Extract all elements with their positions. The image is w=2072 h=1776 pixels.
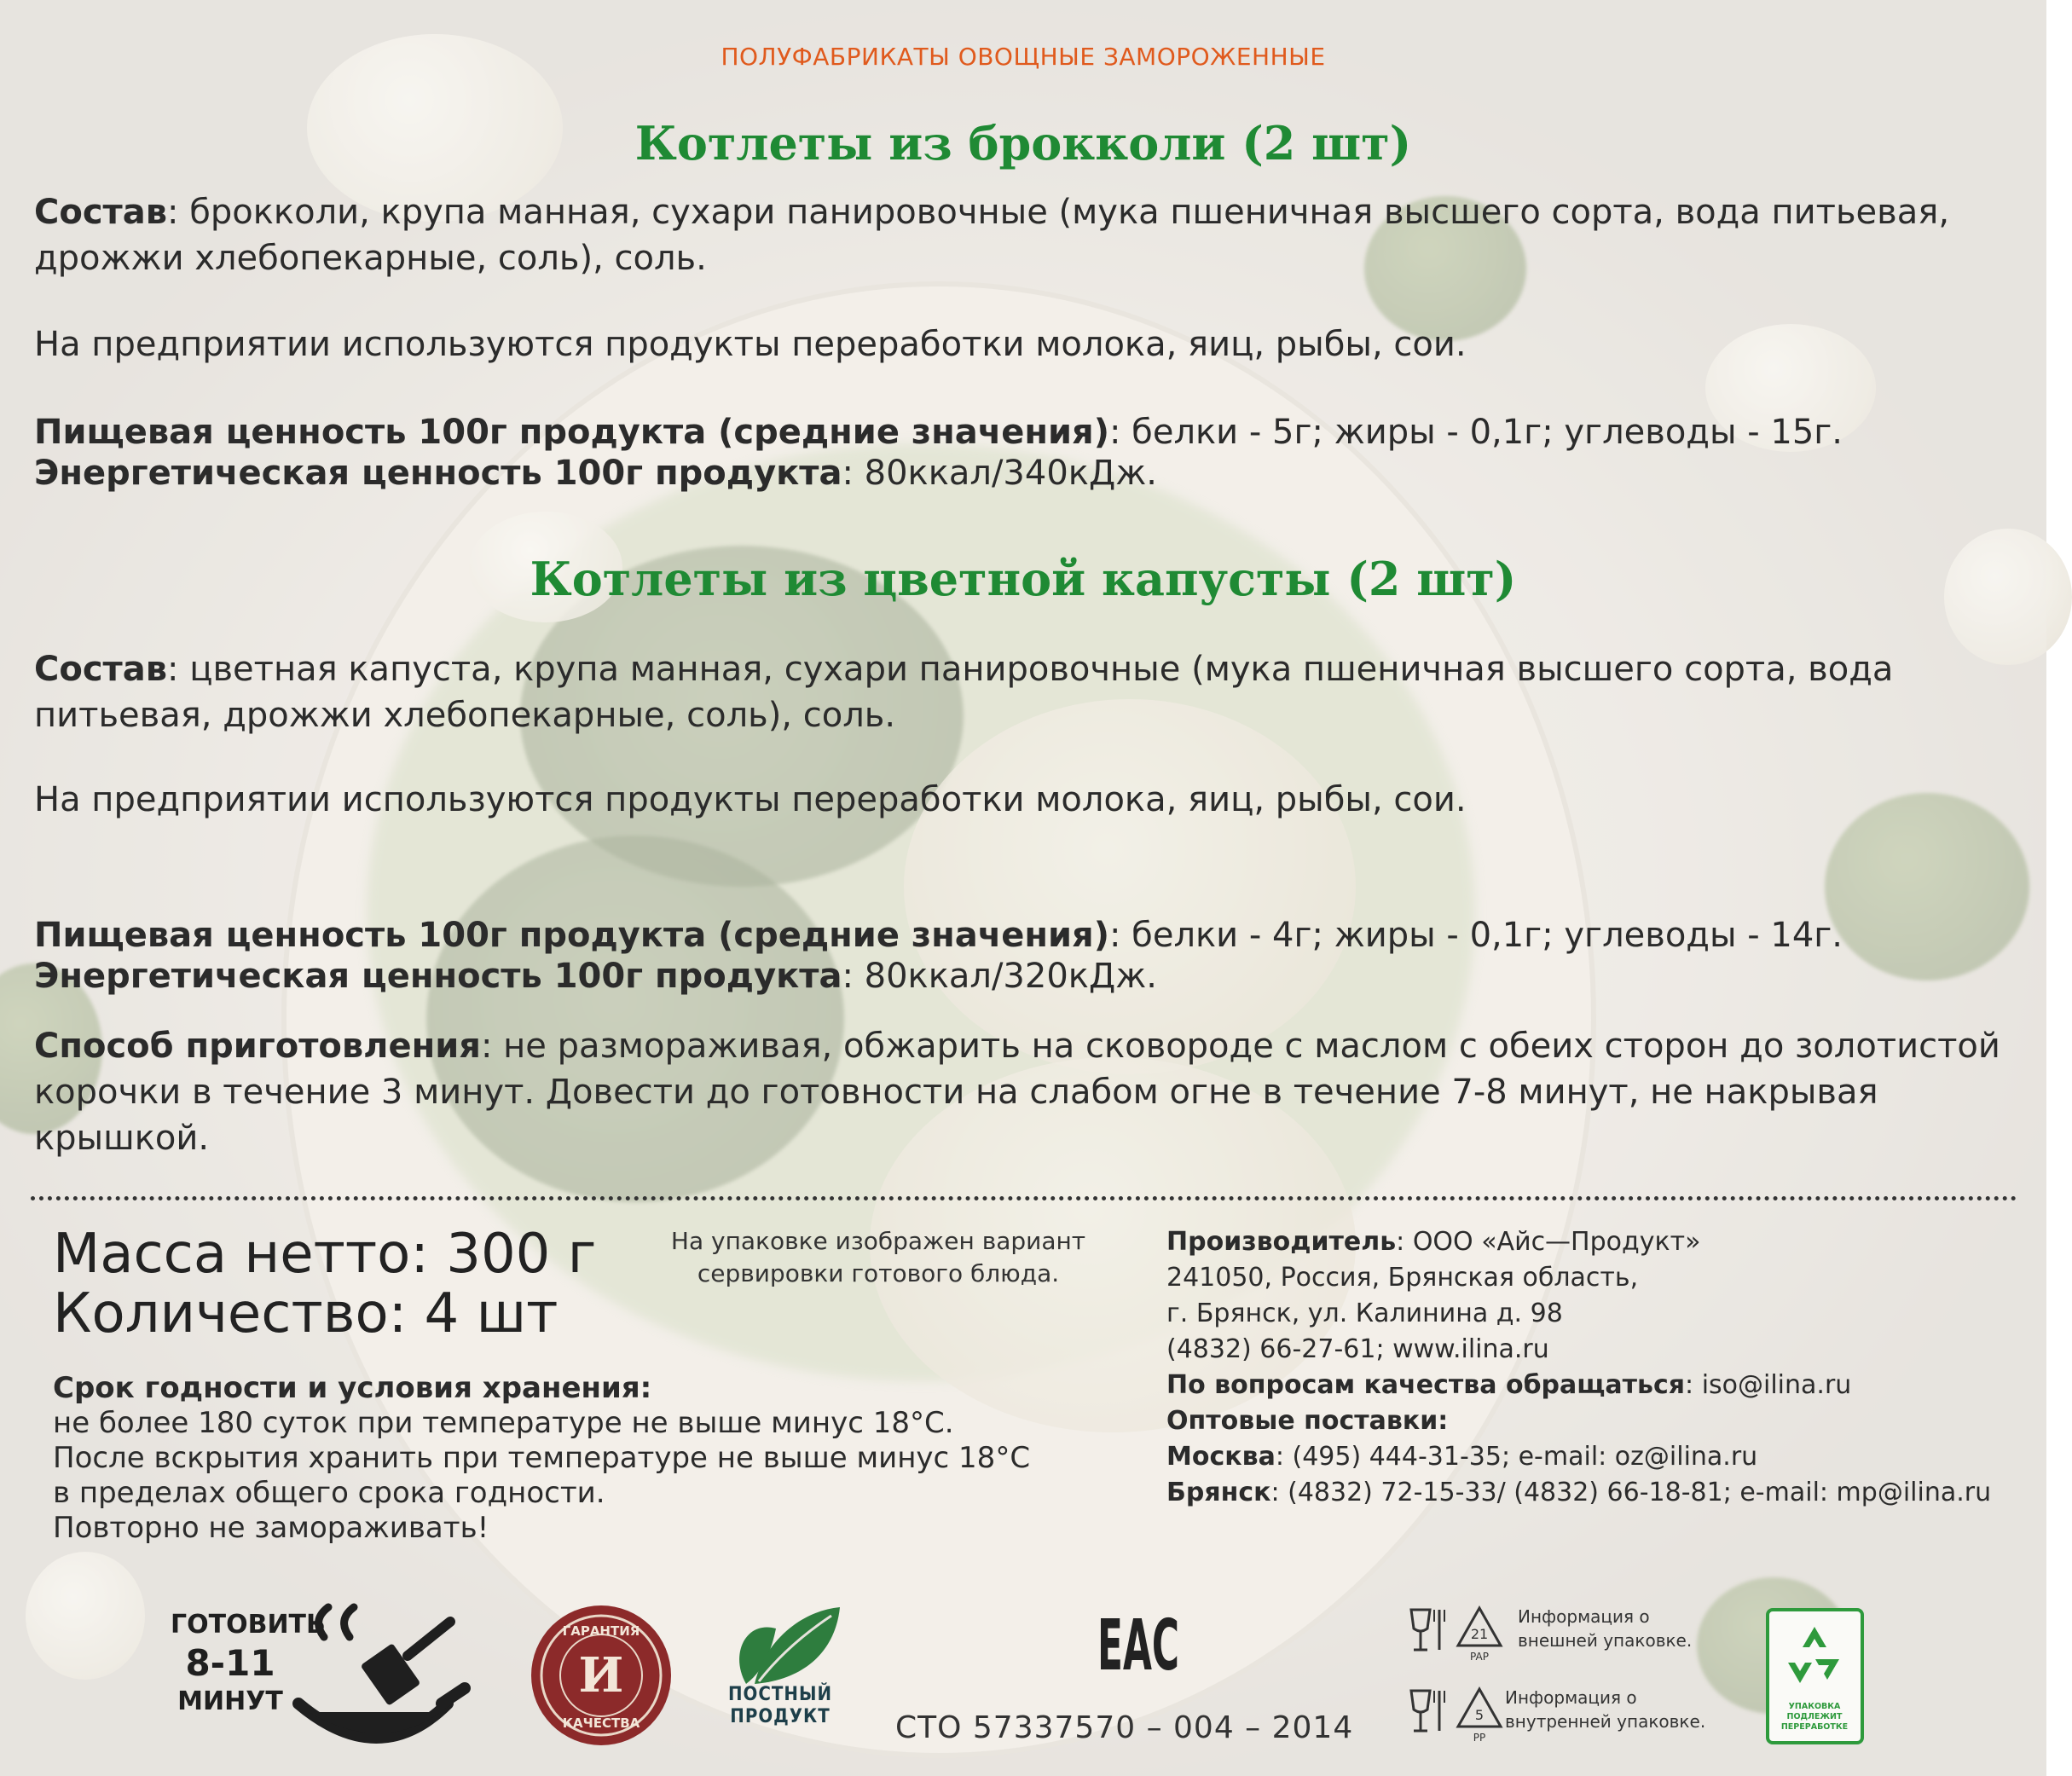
energy-label: Энергетическая ценность 100г продукта [34, 454, 842, 493]
pkg-inner-text: Информация о [1505, 1687, 1637, 1708]
composition-text: : брокколи, крупа манная, сухари панировочные (мука пшеничная высшего сорта, вода питьевая, дрожжи хлебопекарные, соль), соль. [34, 193, 1950, 278]
storage-title: Срок годности и условия хранения: [53, 1371, 652, 1405]
recycle-text: УПАКОВКА [1788, 1702, 1841, 1711]
category-line: ПОЛУФАБРИКАТЫ ОВОЩНЫЕ ЗАМОРОЖЕННЫЕ [721, 43, 1326, 71]
recycle-text: ПОДЛЕЖИТ [1786, 1712, 1843, 1721]
quality-contact [1166, 1368, 1991, 1403]
manufacturer-value: : ООО «Айс—Продукт» [1396, 1227, 1701, 1257]
eac-mark-icon [1096, 1603, 1181, 1686]
wholesale-bryansk [1166, 1475, 1991, 1511]
cook-time-badge [171, 1610, 326, 1717]
cooking-method [34, 1023, 2021, 1161]
storage-line: После вскрытия хранить при температуре не выше минус 18°С [53, 1441, 1031, 1475]
allergen-note-broccoli: На предприятии используются продукты переработки молока, яиц, рыбы, сои. [34, 325, 1467, 364]
seal-letter: И [578, 1647, 624, 1704]
lenten-product-label [712, 1684, 848, 1728]
storage-line: в пределах общего срока годности. [53, 1476, 605, 1510]
bryansk-value: : (4832) 72-15-33/ (4832) 66-18-81; e-mail: mp@ilina.ru [1270, 1478, 1992, 1507]
energy-cauliflower [34, 953, 2021, 999]
product-title-cauliflower: Котлеты из цветной капусты (2 шт) [530, 552, 1517, 606]
manufacturer-contacts: (4832) 66-27-61; www.ilina.ru [1166, 1334, 1549, 1364]
pkg-outer-material: PAP [1470, 1651, 1489, 1663]
nutrition-text: : белки - 4г; жиры - 0,1г; углеводы - 14г. [1108, 916, 1843, 955]
seal-bottom-text: КАЧЕСТВА [562, 1715, 640, 1731]
product-title-broccoli: Котлеты из брокколи (2 шт) [634, 116, 1412, 171]
manufacturer-address: г. Брянск, ул. Калинина д. 98 [1166, 1299, 1563, 1328]
storage-conditions [53, 1371, 1030, 1546]
cooking-label: Способ приготовления [34, 1027, 481, 1066]
composition-cauliflower [34, 646, 2021, 738]
manufacturer-block [1166, 1224, 1991, 1511]
pkg-outer-info [1518, 1605, 1692, 1652]
cook-time-top: ГОТОВИТЬ [171, 1610, 326, 1640]
net-mass: Масса нетто: 300 г [53, 1223, 597, 1286]
seal-top-text: ГАРАНТИЯ [562, 1623, 640, 1639]
cook-time-unit: МИНУТ [177, 1686, 283, 1716]
energy-broccoli [34, 450, 2021, 496]
pkg-outer-text: внешней упаковке. [1518, 1630, 1693, 1651]
nutrition-label: Пищевая ценность 100г продукта (средние значения) [34, 413, 1109, 452]
nutrition-text: : белки - 5г; жиры - 0,1г; углеводы - 15г. [1108, 413, 1843, 452]
manufacturer-address: 241050, Россия, Брянская область, [1166, 1263, 1639, 1293]
composition-text: : цветная капуста, крупа манная, сухари панировочные (мука пшеничная высшего сорта, вода питьевая, дрожжи хлебопекарные, соль), соль. [34, 650, 1894, 735]
eac-text: ЕАС [1097, 1605, 1179, 1686]
storage-line: Повторно не замораживать! [53, 1511, 489, 1545]
pkg-inner-info [1505, 1686, 1705, 1733]
serving-note: На упаковке изображен вариант сервировки готового блюда. [670, 1227, 1086, 1287]
lenten-line: ПРОДУКТ [730, 1706, 831, 1727]
nutrition-label: Пищевая ценность 100г продукта (средние значения) [34, 916, 1109, 955]
pkg-inner-code: 5 [1474, 1707, 1485, 1723]
pkg-outer-text: Информация о [1518, 1606, 1650, 1627]
lenten-line: ПОСТНЫЙ [727, 1684, 833, 1705]
composition-label: Состав [34, 650, 168, 689]
recycle-text: ПЕРЕРАБОТКЕ [1780, 1722, 1849, 1732]
quality-label: По вопросам качества обращаться [1166, 1370, 1686, 1400]
quality-email: : iso@ilina.ru [1685, 1370, 1852, 1400]
recycle-icon [1766, 1608, 1864, 1744]
nutrition-cauliflower [34, 912, 2021, 958]
cook-time-value: 8-11 [185, 1642, 275, 1684]
wholesale-moscow [1166, 1439, 1991, 1475]
net-count: Количество: 4 шт [53, 1282, 559, 1345]
bryansk-label: Брянск [1166, 1478, 1271, 1507]
food-contact-recycle-icon [1407, 1603, 1509, 1663]
energy-text: : 80ккал/340кДж. [842, 454, 1157, 493]
quality-guarantee-seal-icon [529, 1603, 674, 1748]
moscow-label: Москва [1166, 1442, 1276, 1472]
frying-pan-icon [290, 1603, 469, 1756]
moscow-value: : (495) 444-31-35; e-mail: oz@ilina.ru [1275, 1442, 1758, 1472]
food-contact-recycle-icon [1407, 1684, 1509, 1744]
leaf-icon [712, 1603, 848, 1688]
dotted-divider [31, 1196, 2017, 1200]
composition-label: Состав [34, 193, 168, 232]
energy-text: : 80ккал/320кДж. [842, 957, 1157, 996]
composition-broccoli [34, 189, 2021, 281]
wholesale-label: Оптовые поставки: [1166, 1406, 1449, 1436]
nutrition-broccoli [34, 409, 2021, 455]
energy-label: Энергетическая ценность 100г продукта [34, 957, 842, 996]
pkg-inner-text: внутренней упаковке. [1505, 1711, 1706, 1732]
pkg-inner-material: PP [1473, 1732, 1486, 1744]
pkg-outer-code: 21 [1470, 1626, 1489, 1642]
allergen-note-cauliflower: На предприятии используются продукты переработки молока, яиц, рыбы, сои. [34, 780, 1467, 819]
wholesale-title [1166, 1403, 1991, 1439]
manufacturer-name [1166, 1224, 1991, 1260]
cooking-text: : не размораживая, обжарить на сковороде с маслом с обеих сторон до золотистой корочки в течение 3 минут. Довести до готовности на слабом огне в течение 7-8 минут, не накрывая крышкой. [34, 1027, 2000, 1158]
net-info [53, 1224, 596, 1344]
manufacturer-label: Производитель [1166, 1227, 1397, 1257]
storage-line: не более 180 суток при температуре не выше минус 18°С. [53, 1406, 954, 1440]
standard-number: СТО 57337570 – 004 – 2014 [895, 1710, 1354, 1745]
